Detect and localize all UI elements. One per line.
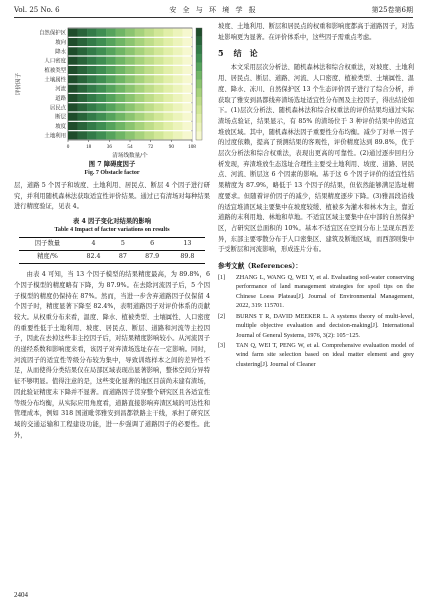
category-label: 河流 (55, 86, 66, 93)
category-label: 土壤属性 (44, 77, 66, 84)
bar-segment (87, 38, 97, 46)
header-rule (14, 17, 413, 18)
x-tick-label: 18 (86, 144, 92, 150)
bar-segment (125, 103, 135, 111)
bar-segment (154, 29, 164, 37)
legend-swatch (196, 71, 202, 80)
bar-segment (97, 66, 107, 74)
bar-segment (106, 122, 116, 130)
bar-segment (68, 66, 78, 74)
bar-segment (144, 103, 154, 111)
bar-segment (173, 85, 183, 93)
bar-segment (116, 66, 126, 74)
bar-segment (182, 113, 192, 121)
figure-7-caption-zh: 图 7 障碍度因子 (88, 161, 136, 168)
bar-segment (78, 85, 88, 93)
category-label: 坡度 (55, 124, 66, 130)
category-label: 道路 (55, 96, 66, 102)
bar-segment (125, 57, 135, 65)
legend-swatch (196, 62, 202, 71)
bar-segment (106, 57, 116, 65)
bar-segment (78, 75, 88, 83)
bar-segment (144, 66, 154, 74)
bar-segment (68, 85, 78, 93)
bar-segment (173, 38, 183, 46)
bar-segment (78, 47, 88, 55)
bar-segment (106, 47, 116, 55)
bar-segment (125, 47, 135, 55)
bar-segment (87, 94, 97, 102)
reference-item (218, 273, 414, 311)
bar-segment (116, 131, 126, 139)
bar-segment (97, 85, 107, 93)
bar-segment (154, 94, 164, 102)
legend-swatch (196, 123, 202, 132)
bar-segment (135, 103, 145, 111)
reference-number: [3] (218, 341, 226, 349)
x-axis-label: 清场线数量/个 (112, 153, 148, 159)
bar-segment (116, 94, 126, 102)
bar-segment (144, 113, 154, 121)
bar-segment (68, 47, 78, 55)
table-header-cell: 因子数量 (19, 238, 76, 251)
bar-segment (78, 131, 88, 139)
reference-number: [2] (218, 312, 226, 320)
bar-segment (144, 38, 154, 46)
bar-segment (173, 29, 183, 37)
bar-segment (97, 38, 107, 46)
table-4-caption-en: Table 4 Impact of factor variations on results (54, 227, 170, 234)
figure-7-caption-en: Fig. 7 Obstacle factor (84, 170, 140, 176)
legend-swatch (196, 97, 202, 106)
bar-segment (125, 113, 135, 121)
legend-swatch (196, 28, 202, 37)
table-header-cell: 4 (76, 238, 111, 251)
bar-segment (68, 122, 78, 130)
bar-segment (182, 122, 192, 130)
table-row-label: 精度/% (19, 251, 76, 264)
bar-segment (78, 29, 88, 37)
category-label: 居民点 (49, 105, 66, 112)
bar-segment (173, 75, 183, 83)
bar-segment (125, 85, 135, 93)
figure-7 (14, 22, 210, 160)
paragraph-2: 由表 4 可知，当 13 个因子模型的结果精度最高，为 89.8%，6 个因子模型的精度略有下降，为 87.9%。在去除河流因子后，5 个因子模型的精度仍保持在 87%。然而，当进一步舍弃道路因子仅保留 4 个因子时，精度显著下降至 82.4%，表明道路因子对评价体系的贡献较大。从权重分布来看，温度、降水、植被类型、土壤属性、人口密度的重要性低于土地利用、坡度、居民点、断层、道路和河流等主控因子，因此在去掉这些非主控因子后，对结果精度影响较小。从河流因子的递经系数和影响度来看，该因子对弃渣场选址存在一定影响。同时，河流因子的适宜性等级分布较为集中，导致训练样本之间的差异性不足，从而使得分类结果仅在局部区域表现出显著影响，整体空间分异特征不够明显。值得注意的是，这些变化显著的地区目前尚未建有渣场，因此验证精度未下降并不显著。而道路因子贯穿整个研究区且各适宜性等级分布均衡，从实际应用角度看，道路直接影响弃渣区域的可达性和管理成本，例如 318 国道毗邻雅安到昌都铁路主干线，承担了研究区域的交通运输和工程建设功能，进一步强调了道路因子的必要性。此外， (14, 271, 210, 439)
section-heading (218, 48, 414, 59)
bar-segment (116, 47, 126, 55)
bar-segment (154, 75, 164, 83)
bar-segment (135, 113, 145, 121)
bar-segment (154, 113, 164, 121)
bar-segment (68, 38, 78, 46)
bar-segment (154, 103, 164, 111)
bar-segment (163, 85, 173, 93)
bar-segment (182, 29, 192, 37)
running-header (14, 4, 413, 16)
bar-segment (163, 103, 173, 111)
section-number: 5 (218, 48, 224, 59)
table-header-cell: 6 (135, 238, 170, 251)
bar-segment (125, 122, 135, 130)
table-header-cell: 13 (170, 238, 205, 251)
bar-segment (78, 122, 88, 130)
bar-segment (87, 113, 97, 121)
bar-segment (116, 38, 126, 46)
bar-segment (163, 29, 173, 37)
bar-segment (106, 75, 116, 83)
x-tick-label: 108 (188, 144, 196, 150)
bar-segment (78, 94, 88, 102)
table-4 (19, 237, 205, 264)
bar-segment (87, 57, 97, 65)
references-title: 参考文献（References）： (218, 262, 302, 271)
bar-segment (87, 29, 97, 37)
bar-segment (106, 113, 116, 121)
bar-segment (182, 47, 192, 55)
legend-swatch (196, 54, 202, 63)
bar-segment (163, 131, 173, 139)
bar-segment (163, 94, 173, 102)
bar-segment (173, 57, 183, 65)
left-column (14, 22, 210, 441)
bar-segment (68, 57, 78, 65)
bar-segment (163, 57, 173, 65)
bar-segment (78, 66, 88, 74)
bar-segment (135, 94, 145, 102)
bar-segment (116, 75, 126, 83)
bar-segment (182, 94, 192, 102)
bar-segment (135, 66, 145, 74)
reference-item (218, 312, 414, 340)
header-issue: 第25卷第6期 (371, 6, 413, 14)
bar-segment (97, 57, 107, 65)
bar-segment (78, 57, 88, 65)
bar-segment (144, 131, 154, 139)
bar-segment (182, 131, 192, 139)
bar-segment (106, 85, 116, 93)
bar-segment (97, 47, 107, 55)
bar-segment (106, 38, 116, 46)
bar-segment (135, 75, 145, 83)
bar-segment (106, 29, 116, 37)
table-cell: 87.9 (135, 251, 170, 264)
bar-segment (135, 85, 145, 93)
bar-segment (182, 57, 192, 65)
reference-number: [1] (218, 274, 226, 282)
bar-segment (68, 29, 78, 37)
table-4-caption-zh: 表 4 因子变化对结果的影响 (72, 218, 152, 226)
bar-segment (116, 113, 126, 121)
bar-segment (163, 113, 173, 121)
bar-segment (154, 85, 164, 93)
bar-segment (106, 94, 116, 102)
table-cell: 82.4 (76, 251, 111, 264)
bar-segment (182, 66, 192, 74)
bar-segment (154, 66, 164, 74)
bar-segment (135, 131, 145, 139)
legend-swatch (196, 88, 202, 97)
bar-segment (154, 57, 164, 65)
bar-segment (87, 85, 97, 93)
bar-segment (182, 103, 192, 111)
bar-segment (125, 131, 135, 139)
y-axis-label: 评价因子 (16, 72, 22, 96)
bar-segment (173, 103, 183, 111)
bar-segment (97, 113, 107, 121)
bar-segment (87, 66, 97, 74)
x-tick-label: 90 (168, 144, 174, 150)
x-tick-label: 54 (127, 144, 133, 150)
legend-swatch (196, 131, 202, 140)
bar-segment (125, 29, 135, 37)
category-label: 降水 (55, 49, 66, 56)
bar-segment (163, 66, 173, 74)
category-label: 植被类型 (44, 68, 66, 74)
reference-text: BURNS T R, DAVID MEEKER L. A systems theory of multi-level, multiple objective evaluation and decision-making[J]. International Journal of General Systems, 1976, 3(2): 105−125. (236, 312, 414, 339)
bar-segment (116, 85, 126, 93)
bar-segment (68, 113, 78, 121)
header-volume: Vol. 25 No. 6 (14, 6, 60, 14)
bar-segment (87, 103, 97, 111)
category-label: 断层 (55, 114, 66, 121)
bar-segment (182, 38, 192, 46)
bar-segment (154, 38, 164, 46)
bar-segment (125, 75, 135, 83)
table-header-cell: 5 (111, 238, 134, 251)
bar-segment (97, 94, 107, 102)
bar-segment (144, 47, 154, 55)
bar-segment (154, 131, 164, 139)
page-number: 2404 (14, 591, 28, 599)
bar-segment (135, 122, 145, 130)
bar-segment (78, 113, 88, 121)
bar-segment (116, 29, 126, 37)
bar-segment (87, 75, 97, 83)
bar-segment (144, 57, 154, 65)
bar-segment (125, 66, 135, 74)
paragraph-3: 坡度、土地利用、断层和居民点的权重和影响度都高于道路因子，对选址影响更为显著。在评价体系中，这些因子需重点考虑。 (218, 23, 414, 41)
paragraph-1: 层，道路 5 个因子和坡度、土地利用、居民点、断层 4 个因子进行研究，并利用随机森林法获取适宜性评价结果。通过已有清场对每种结果进行精度验证，见表 4。 (14, 182, 210, 211)
bar-segment (97, 122, 107, 130)
legend-swatch (196, 37, 202, 46)
header-journal: 安 全 与 环 境 学 报 (169, 6, 258, 14)
bar-segment (106, 131, 116, 139)
legend-swatch (196, 114, 202, 123)
bar-segment (144, 85, 154, 93)
legend-swatch (196, 106, 202, 115)
bar-segment (97, 131, 107, 139)
bar-segment (97, 75, 107, 83)
bar-segment (116, 103, 126, 111)
bar-segment (125, 38, 135, 46)
bar-segment (163, 75, 173, 83)
bar-segment (144, 122, 154, 130)
bar-segment (173, 94, 183, 102)
bar-segment (68, 75, 78, 83)
bar-segment (125, 94, 135, 102)
bar-segment (173, 66, 183, 74)
table-cell: 89.8 (170, 251, 205, 264)
bar-segment (87, 131, 97, 139)
right-column (218, 22, 414, 370)
reference-text: ZHANG L, WANG Q, WEI Y, et al. Evaluating soil-water conserving performance of land management strategies for spoil tips on the Chinese Loess Plateau[J]. Journal of Environmental Management, 2022, 319: 115701. (236, 274, 414, 310)
x-tick-label: 0 (66, 144, 70, 150)
x-tick-label: 72 (148, 144, 154, 150)
table-header-row (19, 238, 205, 251)
category-label: 自然保护区 (39, 30, 66, 37)
bar-segment (135, 47, 145, 55)
bar-segment (78, 103, 88, 111)
bar-segment (163, 38, 173, 46)
category-label: 人口密度 (44, 58, 66, 65)
bar-segment (154, 47, 164, 55)
category-label: 坡向 (55, 40, 66, 46)
section-title: 结 论 (233, 48, 258, 59)
category-label: 土地利用 (44, 133, 66, 140)
bar-segment (135, 29, 145, 37)
bar-segment (173, 131, 183, 139)
bar-segment (68, 94, 78, 102)
paragraph-conclusion: 本文采用层次分析法、随机森林法和综合权重法，对坡度、土地利用、居民点、断层、道路、河流、人口密度、植被类型、土壤属性、温度、降水、冻川、自然保护区 13 个生态评价因子进行了综合分析，并获取了雅安到昌都线弃渣场选址适宜性分布图及主控因子，得出结论如下。(1)层次分析法、随机森林法和综合权重法的评价结果均通过实际渣场点验证，结果显示，有 85% 的渣场位于 3 种评价结果中的适宜堆放区域。其中，随机森林法因子重要性分布均衡。减少了对单一因子的过度依赖，提高了预测结果的客观性，评价精度达到 89.8%，优于层次分析法和综合权重法，表现出更高的可靠性。(2)通过逐步回归分析发现，弃渣堆放生态选址合理性主要受土地利用、坡度、道路、居民点、河流、断层这 6 个因素的影响。基于这 6 个因子评价的适宜性结果精度为 87.9%，略低于 13 个因子的结果，但依然能够满足选址精度要求。但随着评价因子的减少，结果精度逐步下降。(3)雅昌段沿线的适宜堆渣区域主要集中在坡度较缓、植被多为灌木和林木为主，靠近道路的末利用地、林地和草地。不适宜区域主要集中在中部的自然保护区，占研究区总面积的 10%。基本不适宜区在空间分布上呈现东西差异，东部主要零散分布于人口密集区、建筑及断地区域，而西部则集中于受断层和河流影响，形成连片分布。 (218, 64, 414, 254)
bar-segment (182, 85, 192, 93)
bar-segment (135, 38, 145, 46)
bar-segment (154, 122, 164, 130)
bar-segment (87, 47, 97, 55)
bar-segment (144, 29, 154, 37)
bar-segment (68, 131, 78, 139)
obstacle-factor-chart (14, 22, 210, 160)
bar-segment (68, 103, 78, 111)
bar-segment (144, 94, 154, 102)
bar-segment (163, 122, 173, 130)
legend-swatch (196, 45, 202, 54)
legend-swatch (196, 80, 202, 89)
table-row (19, 251, 205, 264)
bar-segment (163, 47, 173, 55)
bar-segment (144, 75, 154, 83)
reference-item (218, 341, 414, 369)
bar-segment (106, 103, 116, 111)
bar-segment (173, 122, 183, 130)
reference-text: TAN Q, WEI T, PENG W, et al. Comprehensive evaluation model of wind farm site selection based on ideal matter element and grey clustering[J]. Journal of Cleaner (236, 341, 414, 368)
bar-segment (78, 38, 88, 46)
bar-segment (116, 122, 126, 130)
table-cell: 87 (111, 251, 134, 264)
bar-segment (116, 57, 126, 65)
bar-segment (135, 57, 145, 65)
bar-segment (97, 29, 107, 37)
bar-segment (106, 66, 116, 74)
bar-segment (173, 47, 183, 55)
x-tick-label: 36 (106, 144, 112, 150)
bar-segment (97, 103, 107, 111)
bar-segment (87, 122, 97, 130)
bar-segment (173, 113, 183, 121)
bar-segment (182, 75, 192, 83)
